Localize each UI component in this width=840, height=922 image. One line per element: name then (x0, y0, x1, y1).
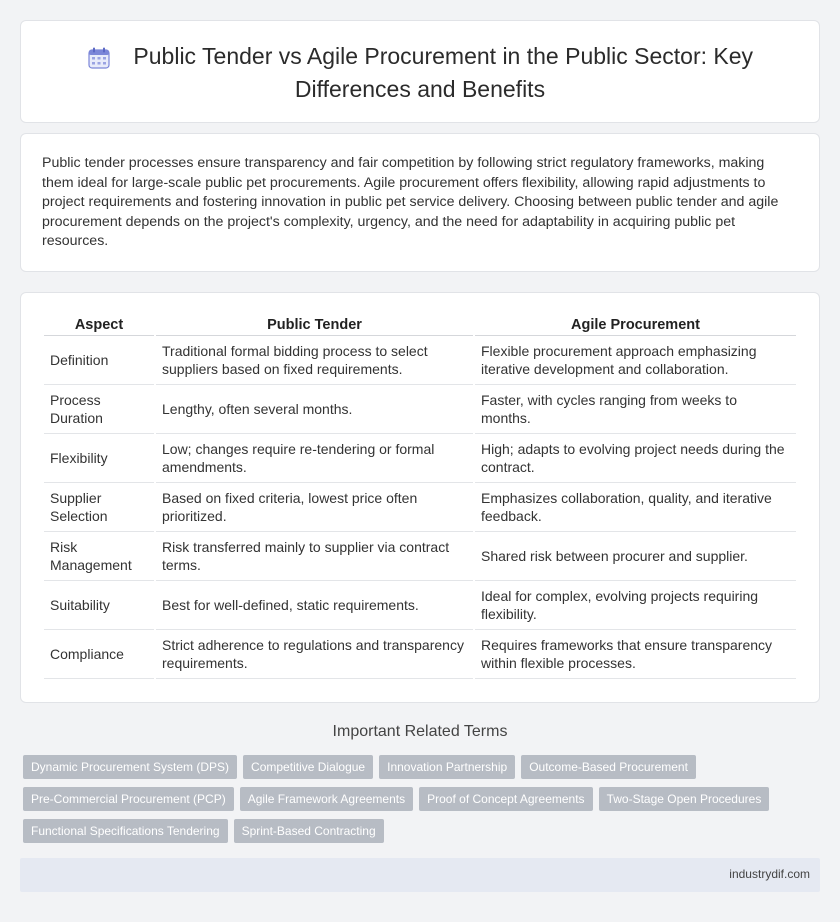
agile-cell: Emphasizes collaboration, quality, and iterative feedback. (475, 483, 796, 532)
agile-cell: Flexible procurement approach emphasizing iterative development and collaboration. (475, 336, 796, 385)
agile-cell: High; adapts to evolving project needs during the contract. (475, 434, 796, 483)
term-tag[interactable]: Competitive Dialogue (243, 755, 373, 779)
aspect-cell: Supplier Selection (44, 483, 154, 532)
page-title: Public Tender vs Agile Procurement in the Public Sector: Key Differences and Benefits (133, 43, 754, 102)
header-public-tender: Public Tender (156, 315, 473, 336)
table-row (44, 581, 796, 630)
table-row (44, 336, 796, 385)
title-wrap (81, 42, 759, 104)
tender-cell: Lengthy, often several months. (156, 385, 473, 434)
footer-site: industrydif.com (729, 867, 810, 881)
header-agile-procurement: Agile Procurement (475, 315, 796, 336)
term-tag[interactable]: Outcome-Based Procurement (521, 755, 696, 779)
table-row (44, 630, 796, 679)
term-tag[interactable]: Dynamic Procurement System (DPS) (23, 755, 237, 779)
tag-row (23, 787, 813, 811)
agile-cell: Faster, with cycles ranging from weeks to months. (475, 385, 796, 434)
term-tag[interactable]: Proof of Concept Agreements (419, 787, 592, 811)
aspect-cell: Suitability (44, 581, 154, 630)
tag-row (23, 755, 813, 779)
table-row (44, 434, 796, 483)
aspect-cell: Risk Management (44, 532, 154, 581)
tender-cell: Strict adherence to regulations and transparency requirements. (156, 630, 473, 679)
tender-cell: Traditional formal bidding process to select suppliers based on fixed requirements. (156, 336, 473, 385)
table-row (44, 385, 796, 434)
tag-row (23, 819, 813, 843)
term-tag[interactable]: Innovation Partnership (379, 755, 515, 779)
header-card (20, 20, 820, 123)
table-row (44, 483, 796, 532)
related-terms-heading: Important Related Terms (332, 723, 508, 740)
comparison-table (42, 315, 798, 679)
aspect-cell: Flexibility (44, 434, 154, 483)
term-tag[interactable]: Sprint-Based Contracting (234, 819, 384, 843)
agile-cell: Requires frameworks that ensure transparency within flexible processes. (475, 630, 796, 679)
aspect-cell: Definition (44, 336, 154, 385)
agile-cell: Ideal for complex, evolving projects requiring flexibility. (475, 581, 796, 630)
tender-cell: Low; changes require re-tendering or formal amendments. (156, 434, 473, 483)
calendar-icon (87, 46, 111, 75)
footer-bar (20, 858, 820, 892)
intro-card (20, 133, 820, 272)
term-tag[interactable]: Agile Framework Agreements (240, 787, 413, 811)
tender-cell: Based on fixed criteria, lowest price often prioritized. (156, 483, 473, 532)
comparison-card (20, 292, 820, 703)
tender-cell: Risk transferred mainly to supplier via contract terms. (156, 532, 473, 581)
intro-paragraph: Public tender processes ensure transparency and fair competition by following strict regulatory frameworks, making them ideal for large-scale public pet procurements. Agile procurement offers flexibility, allowing rapid adjustments to project requirements and fostering innovation in public pet service delivery. Choosing between public tender and agile procurement depends on the project's complexity, urgency, and the need for adaptability in acquiring public pet resources. (42, 155, 779, 250)
aspect-cell: Compliance (44, 630, 154, 679)
table-row (44, 532, 796, 581)
related-terms-list (23, 755, 813, 851)
tender-cell: Best for well-defined, static requirements. (156, 581, 473, 630)
agile-cell: Shared risk between procurer and supplier. (475, 532, 796, 581)
aspect-cell: Process Duration (44, 385, 154, 434)
term-tag[interactable]: Two-Stage Open Procedures (599, 787, 770, 811)
term-tag[interactable]: Functional Specifications Tendering (23, 819, 228, 843)
term-tag[interactable]: Pre-Commercial Procurement (PCP) (23, 787, 234, 811)
table-header-row (44, 315, 796, 336)
header-aspect: Aspect (44, 315, 154, 336)
